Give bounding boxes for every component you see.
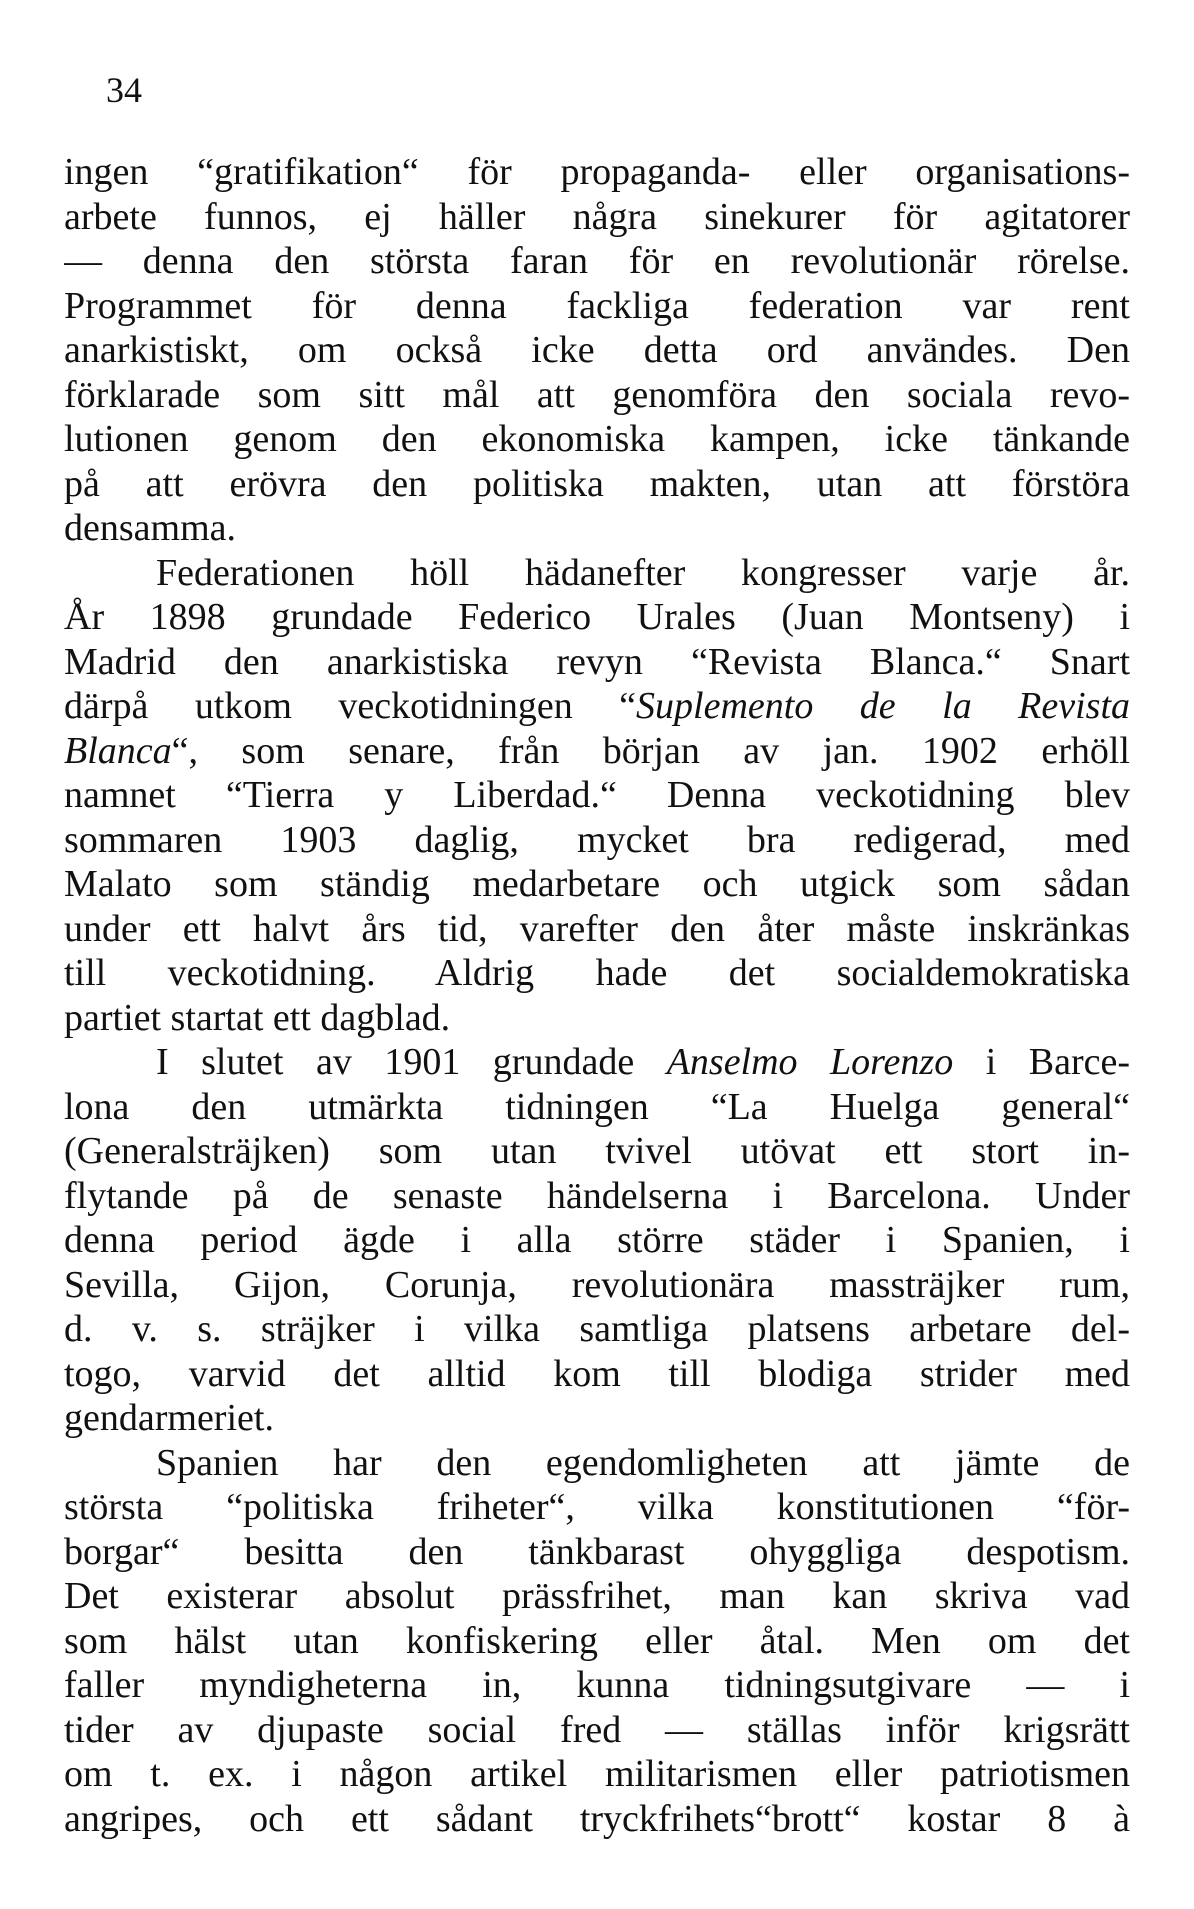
text-line: ingen “gratifikation“ för propaganda- eller organisations-: [64, 151, 1130, 193]
text-line: Programmet för denna fackliga federation var rent: [64, 284, 1130, 327]
text-line: densamma.: [64, 507, 237, 549]
text-line: togo, varvid det alltid kom till blodiga strider med: [64, 1352, 1130, 1395]
text-line: anarkistiskt, om också icke detta ord användes. Den: [64, 329, 1130, 371]
text-line: lutionen genom den ekonomiska kampen, icke tänkande: [64, 418, 1130, 460]
text-line: (Generalsträjken) som utan tvivel utövat ett stort in-: [64, 1130, 1130, 1172]
text-line: angripes, och ett sådant tryckfrihets“brott“ kostar 8 à: [64, 1797, 1130, 1840]
text-line: Federationen höll hädanefter kongresser varje år.: [156, 551, 1130, 594]
text-line: sommaren 1903 daglig, mycket bra redigerad, med: [64, 818, 1130, 861]
text-line: förklarade som sitt mål att genomföra den sociala revo-: [64, 373, 1130, 416]
text-run: I slutet av 1901 grundade: [156, 1041, 667, 1083]
text-line-with-italic: [64, 684, 1130, 729]
italic-name: Anselmo Lorenzo: [666, 1041, 954, 1083]
text-line: Madrid den anarkistiska revyn “Revista Blanca.“ Snart: [64, 640, 1130, 683]
text-line: partiet startat ett dagblad.: [64, 996, 451, 1039]
text-run: därpå utkom veckotidningen “: [64, 685, 637, 727]
text-line: tider av djupaste social fred — ställas inför krigsrätt: [64, 1708, 1130, 1751]
text-line: om t. ex. i någon artikel militarismen eller patriotismen: [64, 1753, 1130, 1795]
text-line-with-italic: [64, 729, 1130, 774]
text-run: i Barce-: [953, 1041, 1130, 1083]
text-line: denna period ägde i alla större städer i Spanien, i: [64, 1219, 1130, 1261]
text-line-with-italic: [64, 1040, 1130, 1085]
text-line: lona den utmärkta tidningen “La Huelga general“: [64, 1085, 1130, 1128]
page-number: 34: [106, 70, 142, 110]
text-line: borgar“ besitta den tänkbarast ohyggliga despotism.: [64, 1530, 1130, 1573]
text-line: — denna den största faran för en revolutionär rörelse.: [64, 240, 1130, 282]
text-line: som hälst utan konfiskering eller åtal. Men om det: [64, 1619, 1130, 1662]
text-line: under ett halvt års tid, varefter den åter måste inskränkas: [64, 907, 1130, 950]
text-line: d. v. s. sträjker i vilka samtliga platsens arbetare del-: [64, 1308, 1130, 1350]
text-line: Spanien har den egendomligheten att jämte de: [156, 1441, 1130, 1484]
text-line: Sevilla, Gijon, Corunja, revolutionära massträjker rum,: [64, 1263, 1130, 1306]
text-line: flytande på de senaste händelserna i Barcelona. Under: [64, 1174, 1130, 1217]
italic-title: Blanca: [64, 729, 172, 772]
italic-title: Suplemento de la Revista: [636, 685, 1130, 727]
text-line: Det existerar absolut prässfrihet, man kan skriva vad: [64, 1575, 1130, 1617]
text-line: arbete funnos, ej häller några sinekurer för agitatorer: [64, 195, 1130, 238]
text-line: Malato som ständig medarbetare och utgick som sådan: [64, 863, 1130, 905]
body-text: [64, 150, 1130, 1841]
text-line: År 1898 grundade Federico Urales (Juan Montseny) i: [64, 596, 1130, 638]
text-line: namnet “Tierra y Liberdad.“ Denna veckotidning blev: [64, 774, 1130, 816]
text-line: på att erövra den politiska makten, utan att förstöra: [64, 462, 1130, 505]
text-line: faller myndigheterna in, kunna tidningsutgivare — i: [64, 1664, 1130, 1706]
text-run: “, som senare, från början av jan. 1902 erhöll: [171, 729, 1130, 772]
text-line: största “politiska friheter“, vilka konstitutionen “för-: [64, 1486, 1130, 1528]
text-line: gendarmeriet.: [64, 1397, 274, 1439]
text-line: till veckotidning. Aldrig hade det socialdemokratiska: [64, 952, 1130, 994]
